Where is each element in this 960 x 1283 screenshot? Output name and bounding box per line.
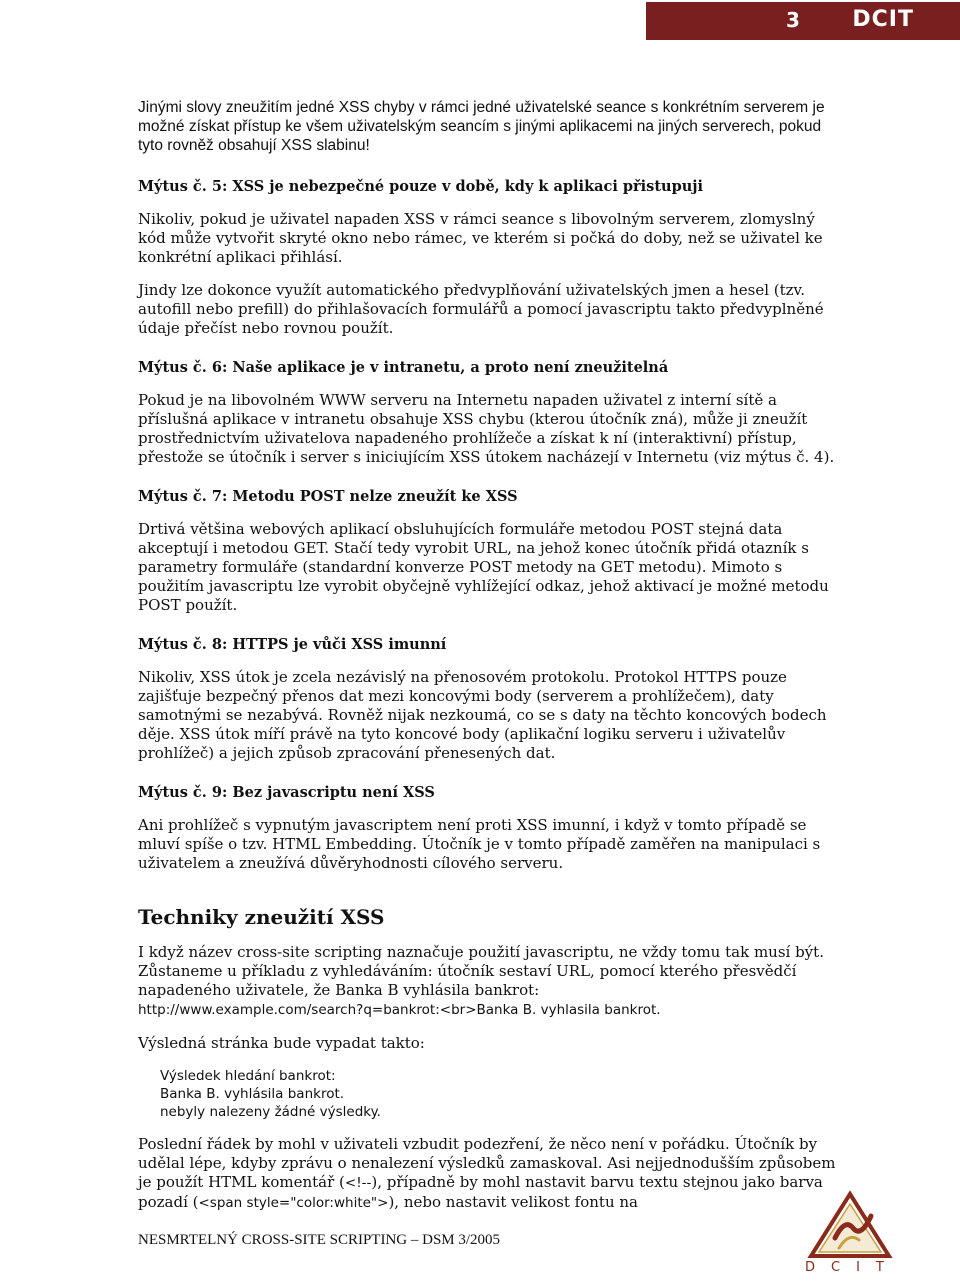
p3-text-b: ), případně by mohl nastavit barvu textu stejnou jako barva pozadí ( [138, 1173, 823, 1211]
myth5-heading: Mýtus č. 5: XSS je nebezpečné pouze v době, kdy k aplikaci přistupuji [138, 178, 704, 195]
section-paragraph-3 [138, 1135, 838, 1213]
myth9-paragraph: Ani prohlížeč s vypnutým javascriptem není proti XSS imunní, i když v tomto případě se mluví spíše o tzv. HTML Embedding. Útočník je v tomto případě zaměřen na manipulaci s uživatelem a zneužívá důvěryhodnosti cílového serveru. [138, 816, 821, 872]
intro-paragraph: Jinými slovy zneužitím jedné XSS chyby v rámci jedné uživatelské seance s konkrétním serverem je možné získat přístup ke všem uživatelským seancím s jinými aplikacemi na jiných serverech, pokud tyto rovněž obsahují XSS slabinu! [138, 99, 825, 154]
section-heading: Techniky zneužití XSS [138, 905, 385, 929]
code-line: nebyly nalezeny žádné výsledky. [160, 1104, 381, 1120]
header-bar [646, 2, 960, 40]
myth7-paragraph: Drtivá většina webových aplikací obsluhujících formuláře metodou POST stejná data akceptují i metodou GET. Stačí tedy vyrobit URL, na jehož konec útočník přidá otazník s parametry formuláře (standardní konverze POST metody na GET metodu). Mimoto s použitím javascriptu lze vyrobit obyčejně vyhlížející odkaz, jehož aktivací je možné metodu POST použít. [138, 520, 829, 614]
code-line: Banka B. vyhlásila bankrot. [160, 1086, 345, 1102]
section-paragraph-2: Výsledná stránka bude vypadat takto: [138, 1034, 425, 1052]
html-comment-code: <!-- [344, 1175, 372, 1191]
span-style-code: <span style="color:white"> [198, 1195, 389, 1211]
header-brand: DCIT [852, 7, 914, 32]
result-example [160, 1067, 838, 1121]
p3-text-c: ), nebo nastavit velikost fontu na [388, 1193, 638, 1211]
p3-text-a: Poslední řádek by mohl v uživateli vzbudit podezření, že něco není v pořádku. Útočník by udělal lépe, kdyby zprávu o nenalezení výsledků zamaskoval. Asi nejjednodušším způsobem je použít HTML komentář ( [138, 1135, 836, 1191]
dcit-logo [805, 1188, 900, 1280]
myth8-heading: Mýtus č. 8: HTTPS je vůči XSS imunní [138, 636, 447, 653]
footer-title: NESMRTELNÝ CROSS-SITE SCRIPTING – DSM 3/2005 [138, 1232, 501, 1248]
myth5-paragraph-1: Nikoliv, pokud je uživatel napaden XSS v rámci seance s libovolným serverem, zlomyslný kód může vytvořit skryté okno nebo rámec, ve kterém si počká do doby, než se uživatel ke konkrétní aplikaci přihlásí. [138, 210, 823, 266]
example-url: http://www.example.com/search?q=bankrot:<br>Banka B. vyhlasila bankrot. [138, 1002, 661, 1018]
myth6-heading: Mýtus č. 6: Naše aplikace je v intranetu, a proto není zneužitelná [138, 359, 669, 376]
page-number: 3 [786, 8, 800, 32]
myth9-heading: Mýtus č. 9: Bez javascriptu není XSS [138, 784, 435, 801]
section-paragraph-1 [138, 943, 838, 1020]
logo-letters: DCIT [805, 1260, 900, 1275]
page-content [138, 98, 838, 1227]
myth6-paragraph: Pokud je na libovolném WWW serveru na Internetu napaden uživatel z interní sítě a příslušná aplikace v intranetu obsahuje XSS chybu (kterou útočník zná), může ji zneužít prostřednictvím uživatelova napadeného prohlížeče a získat k ní (interaktivní) přístup, přestože se útočník i server s iniciujícím XSS útokem nacházejí v Internetu (viz mýtus č. 4). [138, 391, 835, 466]
myth7-heading: Mýtus č. 7: Metodu POST nelze zneužít ke XSS [138, 488, 518, 505]
myth5-paragraph-2: Jindy lze dokonce využít automatického předvyplňování uživatelských jmen a hesel (tzv. autofill nebo prefill) do přihlašovacích formulářů a pomocí javascriptu takto předvyplněné údaje přečíst nebo rovnou použít. [138, 281, 824, 337]
section-paragraph-1-text: I když název cross-site scripting naznačuje použití javascriptu, ne vždy tomu tak musí být. Zůstaneme u příkladu z vyhledáváním: útočník sestaví URL, pomocí kterého přesvědčí napadeného uživatele, že Banka B vyhlásila bankrot: [138, 943, 824, 999]
myth8-paragraph: Nikoliv, XSS útok je zcela nezávislý na přenosovém protokolu. Protokol HTTPS pouze zajišťuje bezpečný přenos dat mezi koncovými body (serverem a prohlížečem), daty samotnými se nezabývá. Rovněž nijak nezkoumá, co se s daty na těchto koncových bodech děje. XSS útok míří právě na tyto koncové body (aplikační logiku serveru i uživatelův prohlížeč) a jejich způsob zpracování přenesených dat. [138, 668, 827, 762]
code-line: Výsledek hledání bankrot: [160, 1068, 336, 1084]
dcit-triangle-icon [805, 1188, 895, 1260]
